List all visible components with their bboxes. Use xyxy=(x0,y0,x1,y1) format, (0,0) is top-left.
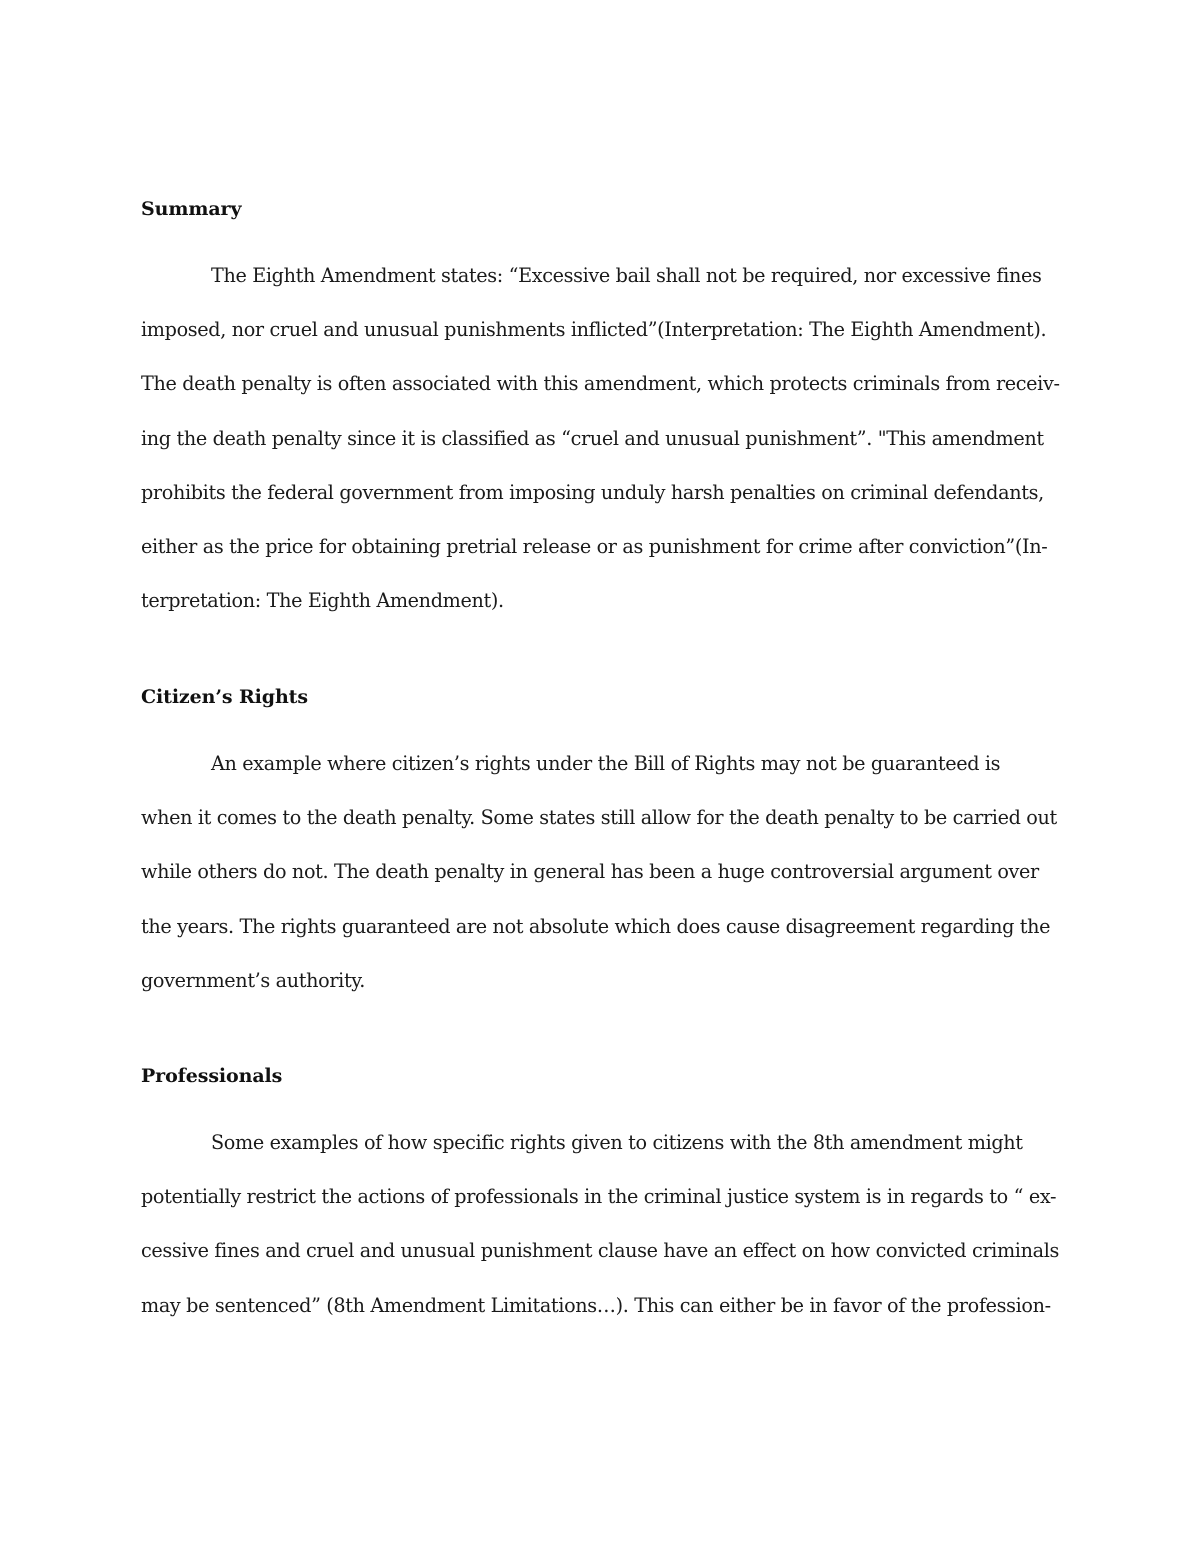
paragraph-line: An example where citizen’s rights under the Bill of Rights may not be guaranteed is xyxy=(211,752,1001,775)
paragraph-line: cessive fines and cruel and unusual punishment clause have an effect on how convicted criminals xyxy=(141,1239,1059,1263)
paragraph xyxy=(141,249,1066,628)
paragraph-line: may be sentenced” (8th Amendment Limitations…). This can either be in favor of the profession- xyxy=(141,1293,1051,1317)
paragraph xyxy=(141,737,1066,1008)
paragraph-line: Some examples of how specific rights given to citizens with the 8th amendment might xyxy=(211,1131,1023,1154)
section-heading: Professionals xyxy=(141,1065,283,1087)
paragraph-line: terpretation: The Eighth Amendment). xyxy=(141,589,504,613)
paragraph-line: when it comes to the death penalty. Some states still allow for the death penalty to be carried out xyxy=(141,806,1057,830)
paragraph-line: potentially restrict the actions of professionals in the criminal justice system is in regards to “ ex- xyxy=(141,1185,1057,1209)
paragraph-line: government’s authority. xyxy=(141,968,365,992)
section-summary xyxy=(141,195,1066,628)
paragraph-line: while others do not. The death penalty in general has been a huge controversial argument over xyxy=(141,860,1039,884)
section-heading: Summary xyxy=(141,198,242,220)
paragraph-line: either as the price for obtaining pretrial release or as punishment for crime after conviction”(In- xyxy=(141,535,1048,559)
paragraph-line: prohibits the federal government from imposing unduly harsh penalties on criminal defendants, xyxy=(141,480,1044,504)
paragraph xyxy=(141,1116,1066,1333)
paragraph-line: imposed, nor cruel and unusual punishments inflicted”(Interpretation: The Eighth Amendment). xyxy=(141,318,1047,342)
paragraph-line: the years. The rights guaranteed are not absolute which does cause disagreement regarding the xyxy=(141,914,1051,938)
section-professionals xyxy=(141,1062,1066,1333)
section-heading: Citizen’s Rights xyxy=(141,686,308,708)
paragraph-line: ing the death penalty since it is classified as “cruel and unusual punishment”. "This amendment xyxy=(141,426,1044,450)
paragraph-line: The death penalty is often associated with this amendment, which protects criminals from receiv- xyxy=(141,372,1060,396)
section-citizens-rights xyxy=(141,683,1066,1008)
paragraph-line: The Eighth Amendment states: “Excessive bail shall not be required, nor excessive fines xyxy=(211,264,1042,287)
